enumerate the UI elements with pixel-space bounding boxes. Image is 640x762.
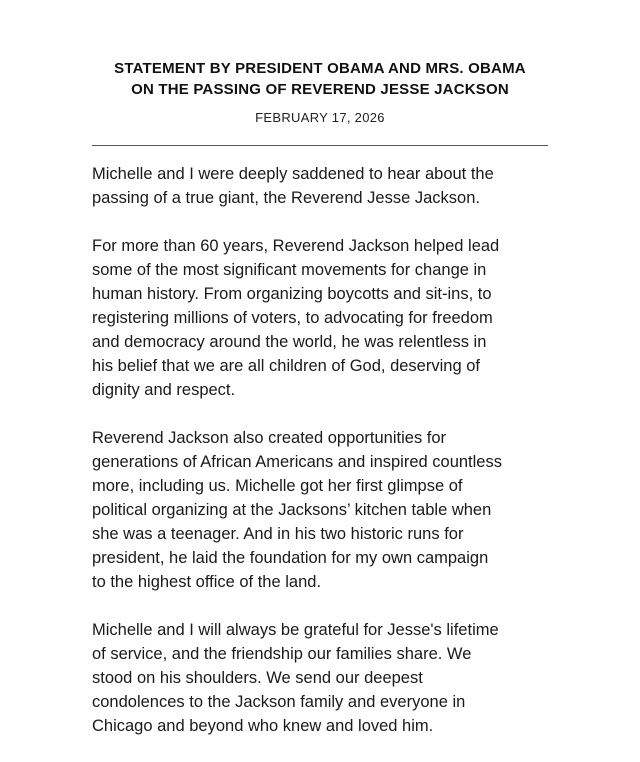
paragraph-line: For more than 60 years, Reverend Jackson helped lead xyxy=(92,237,500,255)
statement-header xyxy=(70,58,570,126)
paragraph-line: his belief that we are all children of God, deserving of xyxy=(92,357,480,375)
paragraph-line: to the highest office of the land. xyxy=(92,573,322,591)
statement-title xyxy=(70,58,570,100)
statement-paragraph xyxy=(92,162,562,210)
paragraph-line: human history. From organizing boycotts and sit-ins, to xyxy=(92,285,492,303)
statement-body xyxy=(92,162,562,762)
paragraph-line: condolences to the Jackson family and everyone in xyxy=(92,693,466,711)
paragraph-line: president, he laid the foundation for my own campaign xyxy=(92,549,489,567)
paragraph-line: generations of African Americans and inspired countless xyxy=(92,453,502,471)
statement-title-line-2: ON THE PASSING OF REVEREND JESSE JACKSON xyxy=(131,81,509,98)
paragraph-line: stood on his shoulders. We send our deepest xyxy=(92,669,423,687)
paragraph-line: she was a teenager. And in his two historic runs for xyxy=(92,525,464,543)
paragraph-line: Michelle and I will always be grateful for Jesse's lifetime xyxy=(92,621,499,639)
statement-date: FEBRUARY 17, 2026 xyxy=(255,110,385,125)
paragraph-line: Reverend Jackson also created opportunities for xyxy=(92,429,447,447)
paragraph-line: political organizing at the Jacksons’ kitchen table when xyxy=(92,501,492,519)
statement-paragraph xyxy=(92,426,562,594)
paragraph-line: more, including us. Michelle got her first glimpse of xyxy=(92,477,463,495)
paragraph-line: of service, and the friendship our families share. We xyxy=(92,645,472,663)
statement-paragraph xyxy=(92,234,562,402)
statement-paragraph xyxy=(92,618,562,738)
paragraph-line: Chicago and beyond who knew and loved him. xyxy=(92,717,434,735)
paragraph-line: registering millions of voters, to advocating for freedom xyxy=(92,309,493,327)
paragraph-line: Michelle and I were deeply saddened to hear about the xyxy=(92,165,494,183)
header-divider xyxy=(92,145,548,146)
paragraph-line: passing of a true giant, the Reverend Jesse Jackson. xyxy=(92,189,480,207)
paragraph-line: some of the most significant movements for change in xyxy=(92,261,487,279)
paragraph-line: dignity and respect. xyxy=(92,381,236,399)
statement-title-line-1: STATEMENT BY PRESIDENT OBAMA AND MRS. OBAMA xyxy=(114,60,526,77)
paragraph-line: and democracy around the world, he was relentless in xyxy=(92,333,487,351)
